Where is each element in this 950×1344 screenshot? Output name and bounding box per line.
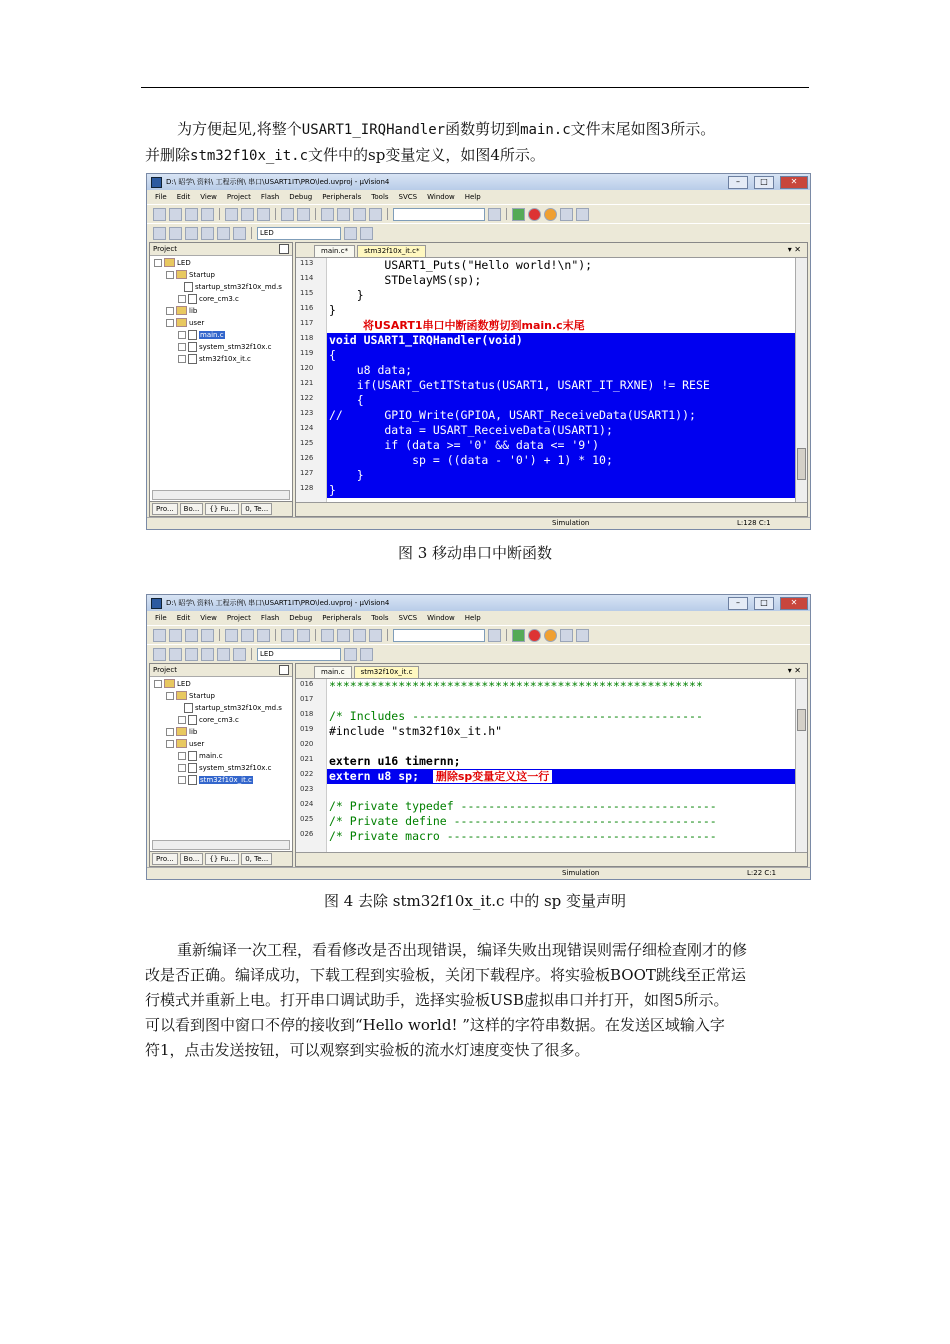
minimize-button[interactable]: – (728, 597, 748, 610)
menu-svcs[interactable]: SVCS (398, 193, 418, 201)
figure3-caption: 图 3 移动串口中断函数 (397, 544, 553, 562)
tab-main-c[interactable]: main.c* (314, 245, 355, 257)
paragraph-line: 重新编译一次工程，看看修改是否出现错误，编译失败出现错误则需仔细检查刚才的修 (177, 941, 748, 959)
status-mode: Simulation (562, 869, 600, 877)
menu-view[interactable]: View (200, 614, 217, 622)
manage-components-icon[interactable] (360, 227, 373, 240)
figure4-caption: 图 4 去除 stm32f10x_it.c 中的 sp 变量声明 (323, 892, 627, 910)
tab-templates[interactable]: 0, Te... (241, 503, 272, 515)
tab-stm32-it[interactable]: stm32f10x_it.c* (357, 245, 426, 257)
tree-node-stm32-it[interactable]: stm32f10x_it.c (178, 353, 251, 364)
editor-vscroll[interactable] (795, 679, 807, 852)
menu-tools[interactable]: Tools (371, 193, 389, 201)
panel-hscroll[interactable] (152, 490, 290, 500)
tree-node-user[interactable]: user (166, 317, 204, 328)
menu-debug[interactable]: Debug (289, 614, 313, 622)
project-panel-title: Project (153, 245, 177, 253)
code-line-selected: } (327, 468, 795, 483)
rebuild-icon[interactable] (185, 227, 198, 240)
target-options-icon[interactable] (344, 648, 357, 661)
code-line-selected: if(USART_GetITStatus(USART1, USART_IT_RXNE) != RESE (327, 378, 795, 393)
code-line (327, 694, 795, 709)
code-line-selected: sp = ((data - '0') + 1) * 10; (327, 453, 795, 468)
code-line: ****************************************************** (329, 679, 703, 693)
close-tab-icon[interactable]: ▾ ✕ (787, 245, 801, 254)
maximize-button[interactable]: □ (754, 597, 774, 610)
paragraph-line: 行模式并重新上电。打开串口调试助手，选择实验板USB虚拟串口并打开，如图5所示。 (145, 991, 729, 1009)
menu-tools[interactable]: Tools (371, 614, 389, 622)
ide-window-fig3 (146, 173, 811, 530)
menu-bar (147, 611, 810, 625)
breakpoint-clear-icon[interactable] (544, 629, 557, 642)
download-icon[interactable] (233, 648, 246, 661)
tree-node-lib[interactable]: lib (166, 305, 197, 316)
paragraph-line: 改是否正确。编译成功，下载工程到实验板，关闭下载程序。将实验板BOOT跳线至正常运 (145, 966, 746, 984)
breakpoint-icon[interactable] (528, 629, 541, 642)
code-line: } (329, 303, 336, 317)
tree-node-startup-file[interactable]: startup_stm32f10x_md.s (184, 281, 282, 292)
menu-help[interactable]: Help (464, 614, 481, 622)
menu-project[interactable]: Project (226, 193, 251, 201)
paragraph-line: 符1，点击发送按钮，可以观察到实验板的流水灯速度变快了很多。 (145, 1041, 590, 1059)
find-combo[interactable] (393, 208, 485, 221)
save-icon[interactable] (185, 208, 198, 221)
tab-project[interactable]: Pro... (152, 853, 178, 865)
code-line-selected: extern u8 sp; 删除sp变量定义这一行 (327, 769, 795, 784)
tab-books[interactable]: Bo... (180, 853, 204, 865)
menu-flash[interactable]: Flash (260, 193, 280, 201)
intro-paragraph: 为方便起见,将整个USART1_IRQHandler函数剪切到main.c文件末尾如图3所示。 并删除stm32f10x_it.c文件中的sp变量定义，如图4所示。 (145, 120, 716, 164)
build-icon[interactable] (169, 648, 182, 661)
menu-flash[interactable]: Flash (260, 614, 280, 622)
header-rule (141, 87, 809, 88)
save-icon[interactable] (185, 629, 198, 642)
window-layout-icon[interactable] (560, 208, 573, 221)
editor-hscroll[interactable] (296, 502, 807, 516)
open-file-icon[interactable] (169, 629, 182, 642)
paste-icon[interactable] (257, 208, 270, 221)
download-icon[interactable] (233, 227, 246, 240)
find-icon[interactable] (488, 208, 501, 221)
build-icon[interactable] (169, 227, 182, 240)
tree-node-system-stm32[interactable]: system_stm32f10x.c (178, 762, 272, 773)
close-panel-icon[interactable] (279, 665, 289, 675)
tree-node-user[interactable]: user (166, 738, 204, 749)
menu-edit[interactable]: Edit (176, 193, 191, 201)
code-line-selected: u8 data; (327, 363, 795, 378)
tab-books[interactable]: Bo... (180, 503, 204, 515)
code-line (327, 739, 795, 754)
tree-node-system-stm32[interactable]: system_stm32f10x.c (178, 341, 272, 352)
status-mode: Simulation (552, 519, 590, 527)
window-title: D:\ 昭学\ 资料\ 工程示例\ 串口\USART1IT\PRO\led.uvproj - µVision4 (166, 178, 390, 186)
project-panel-title: Project (153, 666, 177, 674)
close-tab-icon[interactable]: ▾ ✕ (787, 666, 801, 675)
paragraph-line: 可以看到图中窗口不停的接收到“Hello world! ”这样的字符串数据。在发送区域输入字 (145, 1016, 725, 1034)
redo-icon[interactable] (297, 208, 310, 221)
tree-node-startup[interactable]: Startup (166, 269, 215, 280)
comment-icon[interactable] (369, 629, 382, 642)
minimize-button[interactable]: – (728, 176, 748, 189)
tab-functions[interactable]: {} Fu... (205, 853, 239, 865)
code-line-selected: } (327, 483, 795, 498)
tree-node-startup[interactable]: Startup (166, 690, 215, 701)
window-layout-icon[interactable] (560, 629, 573, 642)
app-icon (151, 598, 162, 609)
status-cursor-pos: L:128 C:1 (737, 519, 771, 527)
new-file-icon[interactable] (153, 629, 166, 642)
body-paragraph (145, 938, 810, 1063)
code-line: } (329, 288, 364, 302)
batch-build-icon[interactable] (201, 227, 214, 240)
new-file-icon[interactable] (153, 208, 166, 221)
panel-tabs (150, 851, 292, 866)
menu-svcs[interactable]: SVCS (398, 614, 418, 622)
tree-node-startup-file[interactable]: startup_stm32f10x_md.s (184, 702, 282, 713)
save-all-icon[interactable] (201, 208, 214, 221)
copy-icon[interactable] (241, 629, 254, 642)
indent-icon[interactable] (337, 629, 350, 642)
target-select[interactable]: LED (257, 648, 341, 661)
comment-icon[interactable] (369, 208, 382, 221)
bookmark-icon[interactable] (321, 629, 334, 642)
tab-main-c[interactable]: main.c (314, 666, 352, 678)
indent-icon[interactable] (337, 208, 350, 221)
tab-functions[interactable]: {} Fu... (205, 503, 239, 515)
code-line-selected: // GPIO_Write(GPIOA, USART_ReceiveData(USART1)); (327, 408, 795, 423)
translate-icon[interactable] (153, 227, 166, 240)
redo-icon[interactable] (297, 629, 310, 642)
status-bar (147, 517, 810, 529)
status-bar (147, 867, 810, 879)
debug-icon[interactable] (512, 629, 525, 642)
code-line-selected: { (327, 393, 795, 408)
code-line (327, 784, 795, 799)
project-panel (149, 242, 293, 517)
stop-build-icon[interactable] (217, 227, 230, 240)
tree-node-main-c[interactable]: main.c (178, 329, 225, 340)
menu-peripherals[interactable]: Peripherals (322, 193, 362, 201)
menu-window[interactable]: Window (427, 614, 455, 622)
target-options-icon[interactable] (344, 227, 357, 240)
paste-icon[interactable] (257, 629, 270, 642)
project-panel (149, 663, 293, 867)
window-title: D:\ 昭学\ 资料\ 工程示例\ 串口\USART1IT\PRO\led.uvproj - µVision4 (166, 599, 390, 607)
code-line: USART1_Puts("Hello world!\n"); (329, 258, 593, 272)
tab-stm32-it[interactable]: stm32f10x_it.c (354, 666, 420, 678)
save-all-icon[interactable] (201, 629, 214, 642)
code-line: #include "stm32f10x_it.h" (329, 724, 503, 738)
toolbar-build (147, 644, 810, 663)
menu-help[interactable]: Help (464, 193, 481, 201)
tab-project[interactable]: Pro... (152, 503, 178, 515)
close-panel-icon[interactable] (279, 244, 289, 254)
code-line-selected: void USART1_IRQHandler(void) (327, 333, 795, 348)
editor-tabs (296, 664, 807, 679)
bookmark-icon[interactable] (321, 208, 334, 221)
code-editor[interactable] (295, 242, 808, 517)
tree-node-led[interactable]: LED (154, 678, 191, 689)
undo-icon[interactable] (281, 208, 294, 221)
code-line: /* Includes ------------------------------------------ (329, 709, 703, 723)
tree-node-led[interactable]: LED (154, 257, 191, 268)
panel-tabs (150, 501, 292, 516)
find-icon[interactable] (488, 629, 501, 642)
breakpoint-icon[interactable] (528, 208, 541, 221)
app-icon (151, 177, 162, 188)
menu-bar (147, 190, 810, 204)
menu-edit[interactable]: Edit (176, 614, 191, 622)
debug-icon[interactable] (512, 208, 525, 221)
maximize-button[interactable]: □ (754, 176, 774, 189)
batch-build-icon[interactable] (201, 648, 214, 661)
line-gutter: 113 114 115 116 117 118 119 120 121 122 123 124 125 126 127 128 (296, 258, 327, 502)
code-line-selected: { (327, 348, 795, 363)
code-line: /* Private typedef ------------------------------------- (329, 799, 717, 813)
status-cursor-pos: L:22 C:1 (747, 869, 777, 877)
code-line: /* Private macro --------------------------------------- (329, 829, 717, 843)
editor-tabs (296, 243, 807, 258)
code-line: STDelayMS(sp); (329, 273, 482, 287)
panel-hscroll[interactable] (152, 840, 290, 850)
unindent-icon[interactable] (353, 629, 366, 642)
code-line: extern u16 timernn; (329, 754, 461, 768)
tree-node-lib[interactable]: lib (166, 726, 197, 737)
annotation-cut-note: 将USART1串口中断函数剪切到main.c末尾 (363, 319, 585, 332)
tree-node-stm32-it[interactable]: stm32f10x_it.c (178, 774, 253, 785)
menu-debug[interactable]: Debug (289, 193, 313, 201)
tree-node-core-cm3[interactable]: core_cm3.c (178, 714, 239, 725)
open-file-icon[interactable] (169, 208, 182, 221)
editor-hscroll[interactable] (296, 852, 807, 866)
menu-window[interactable]: Window (427, 193, 455, 201)
menu-file[interactable]: File (155, 614, 167, 622)
cut-icon[interactable] (225, 208, 238, 221)
manage-components-icon[interactable] (360, 648, 373, 661)
editor-vscroll[interactable] (795, 258, 807, 502)
undo-icon[interactable] (281, 629, 294, 642)
close-button[interactable]: ✕ (780, 597, 808, 610)
breakpoint-clear-icon[interactable] (544, 208, 557, 221)
rebuild-icon[interactable] (185, 648, 198, 661)
unindent-icon[interactable] (353, 208, 366, 221)
tree-node-main-c[interactable]: main.c (178, 750, 223, 761)
toolbar-main (147, 625, 810, 644)
close-button[interactable]: ✕ (780, 176, 808, 189)
tab-templates[interactable]: 0, Te... (241, 853, 272, 865)
tree-node-core-cm3[interactable]: core_cm3.c (178, 293, 239, 304)
target-select[interactable]: LED (257, 227, 341, 240)
tools-icon[interactable] (576, 208, 589, 221)
toolbar-main (147, 204, 810, 223)
menu-view[interactable]: View (200, 193, 217, 201)
ide-window-fig4 (146, 594, 811, 880)
toolbar-build (147, 223, 810, 242)
code-line: /* Private define -------------------------------------- (329, 814, 717, 828)
code-area[interactable] (327, 679, 795, 852)
annotation-delete-note: 删除sp变量定义这一行 (433, 770, 552, 783)
menu-peripherals[interactable]: Peripherals (322, 614, 362, 622)
translate-icon[interactable] (153, 648, 166, 661)
line-gutter: 016 017 018 019 020 021 022 023 024 025 026 (296, 679, 327, 852)
menu-file[interactable]: File (155, 193, 167, 201)
code-line-selected: data = USART_ReceiveData(USART1); (327, 423, 795, 438)
menu-project[interactable]: Project (226, 614, 251, 622)
cut-icon[interactable] (225, 629, 238, 642)
find-combo[interactable] (393, 629, 485, 642)
code-editor[interactable] (295, 663, 808, 867)
code-line-selected: if (data >= '0' && data <= '9') (327, 438, 795, 453)
tools-icon[interactable] (576, 629, 589, 642)
stop-build-icon[interactable] (217, 648, 230, 661)
code-area[interactable] (327, 258, 795, 502)
copy-icon[interactable] (241, 208, 254, 221)
